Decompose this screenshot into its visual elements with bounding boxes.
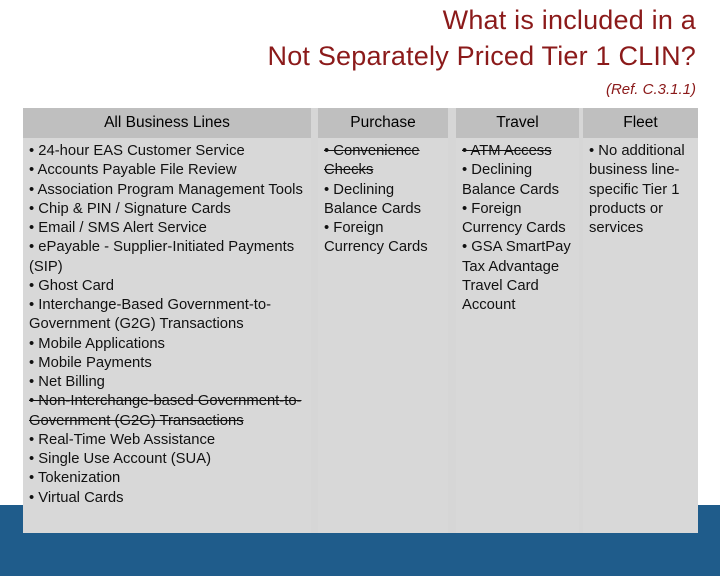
- column-header: Purchase: [318, 108, 448, 138]
- column-header: All Business Lines: [23, 108, 311, 138]
- slide-title-line-1: What is included in a: [442, 5, 696, 35]
- list-item: • Email / SMS Alert Service: [29, 220, 207, 236]
- list-item: • ATM Access: [462, 143, 552, 159]
- list-item: • No additional business line-specific Tier 1 products or services: [589, 143, 685, 236]
- list-item: • Convenience Checks: [324, 143, 420, 179]
- column-header: Travel: [456, 108, 579, 138]
- list-item: • Virtual Cards: [29, 489, 124, 506]
- list-item: • Non-Interchange-based Government-to-Government (G2G) Transactions: [29, 393, 302, 429]
- list-item: • Foreign Currency Cards: [324, 220, 428, 256]
- list-item: • 24-hour EAS Customer Service: [29, 143, 245, 159]
- column-body: [318, 138, 448, 533]
- list-item: • ePayable - Supplier-Initiated Payments (SIP): [29, 239, 295, 275]
- column-body: [583, 138, 698, 533]
- list-item: • Real-Time Web Assistance: [29, 431, 216, 448]
- list-item: • Ghost Card: [29, 277, 114, 294]
- list-item: • GSA SmartPay Tax Advantage Travel Card Account: [462, 239, 571, 313]
- column-travel: [456, 108, 579, 533]
- list-item: • Mobile Applications: [29, 335, 165, 352]
- column-purchase: [318, 108, 448, 533]
- list-item: • Accounts Payable File Review: [29, 162, 237, 179]
- list-item: • Declining Balance Cards: [324, 181, 422, 217]
- column-body: [23, 138, 311, 533]
- column-header: Fleet: [583, 108, 698, 138]
- list-item: • Chip & PIN / Signature Cards: [29, 200, 231, 217]
- list-item: • Declining Balance Cards: [462, 162, 560, 198]
- list-item: • Net Billing: [29, 374, 105, 390]
- list-item: • Mobile Payments: [29, 354, 152, 371]
- list-item: • Tokenization: [29, 470, 121, 487]
- slide-title-line-2: Not Separately Priced Tier 1 CLIN?: [267, 41, 696, 71]
- clin-table: [23, 108, 698, 533]
- column-body: [456, 138, 579, 533]
- column-all-business-lines: [23, 108, 311, 533]
- reference-note: (Ref. C.3.1.1): [605, 81, 696, 98]
- list-item: • Association Program Management Tools: [29, 181, 303, 198]
- list-item: • Foreign Currency Cards: [462, 200, 566, 236]
- list-item: • Single Use Account (SUA): [29, 451, 211, 467]
- list-item: • Interchange-Based Government-to-Government (G2G) Transactions: [29, 297, 272, 333]
- column-fleet: [583, 108, 698, 533]
